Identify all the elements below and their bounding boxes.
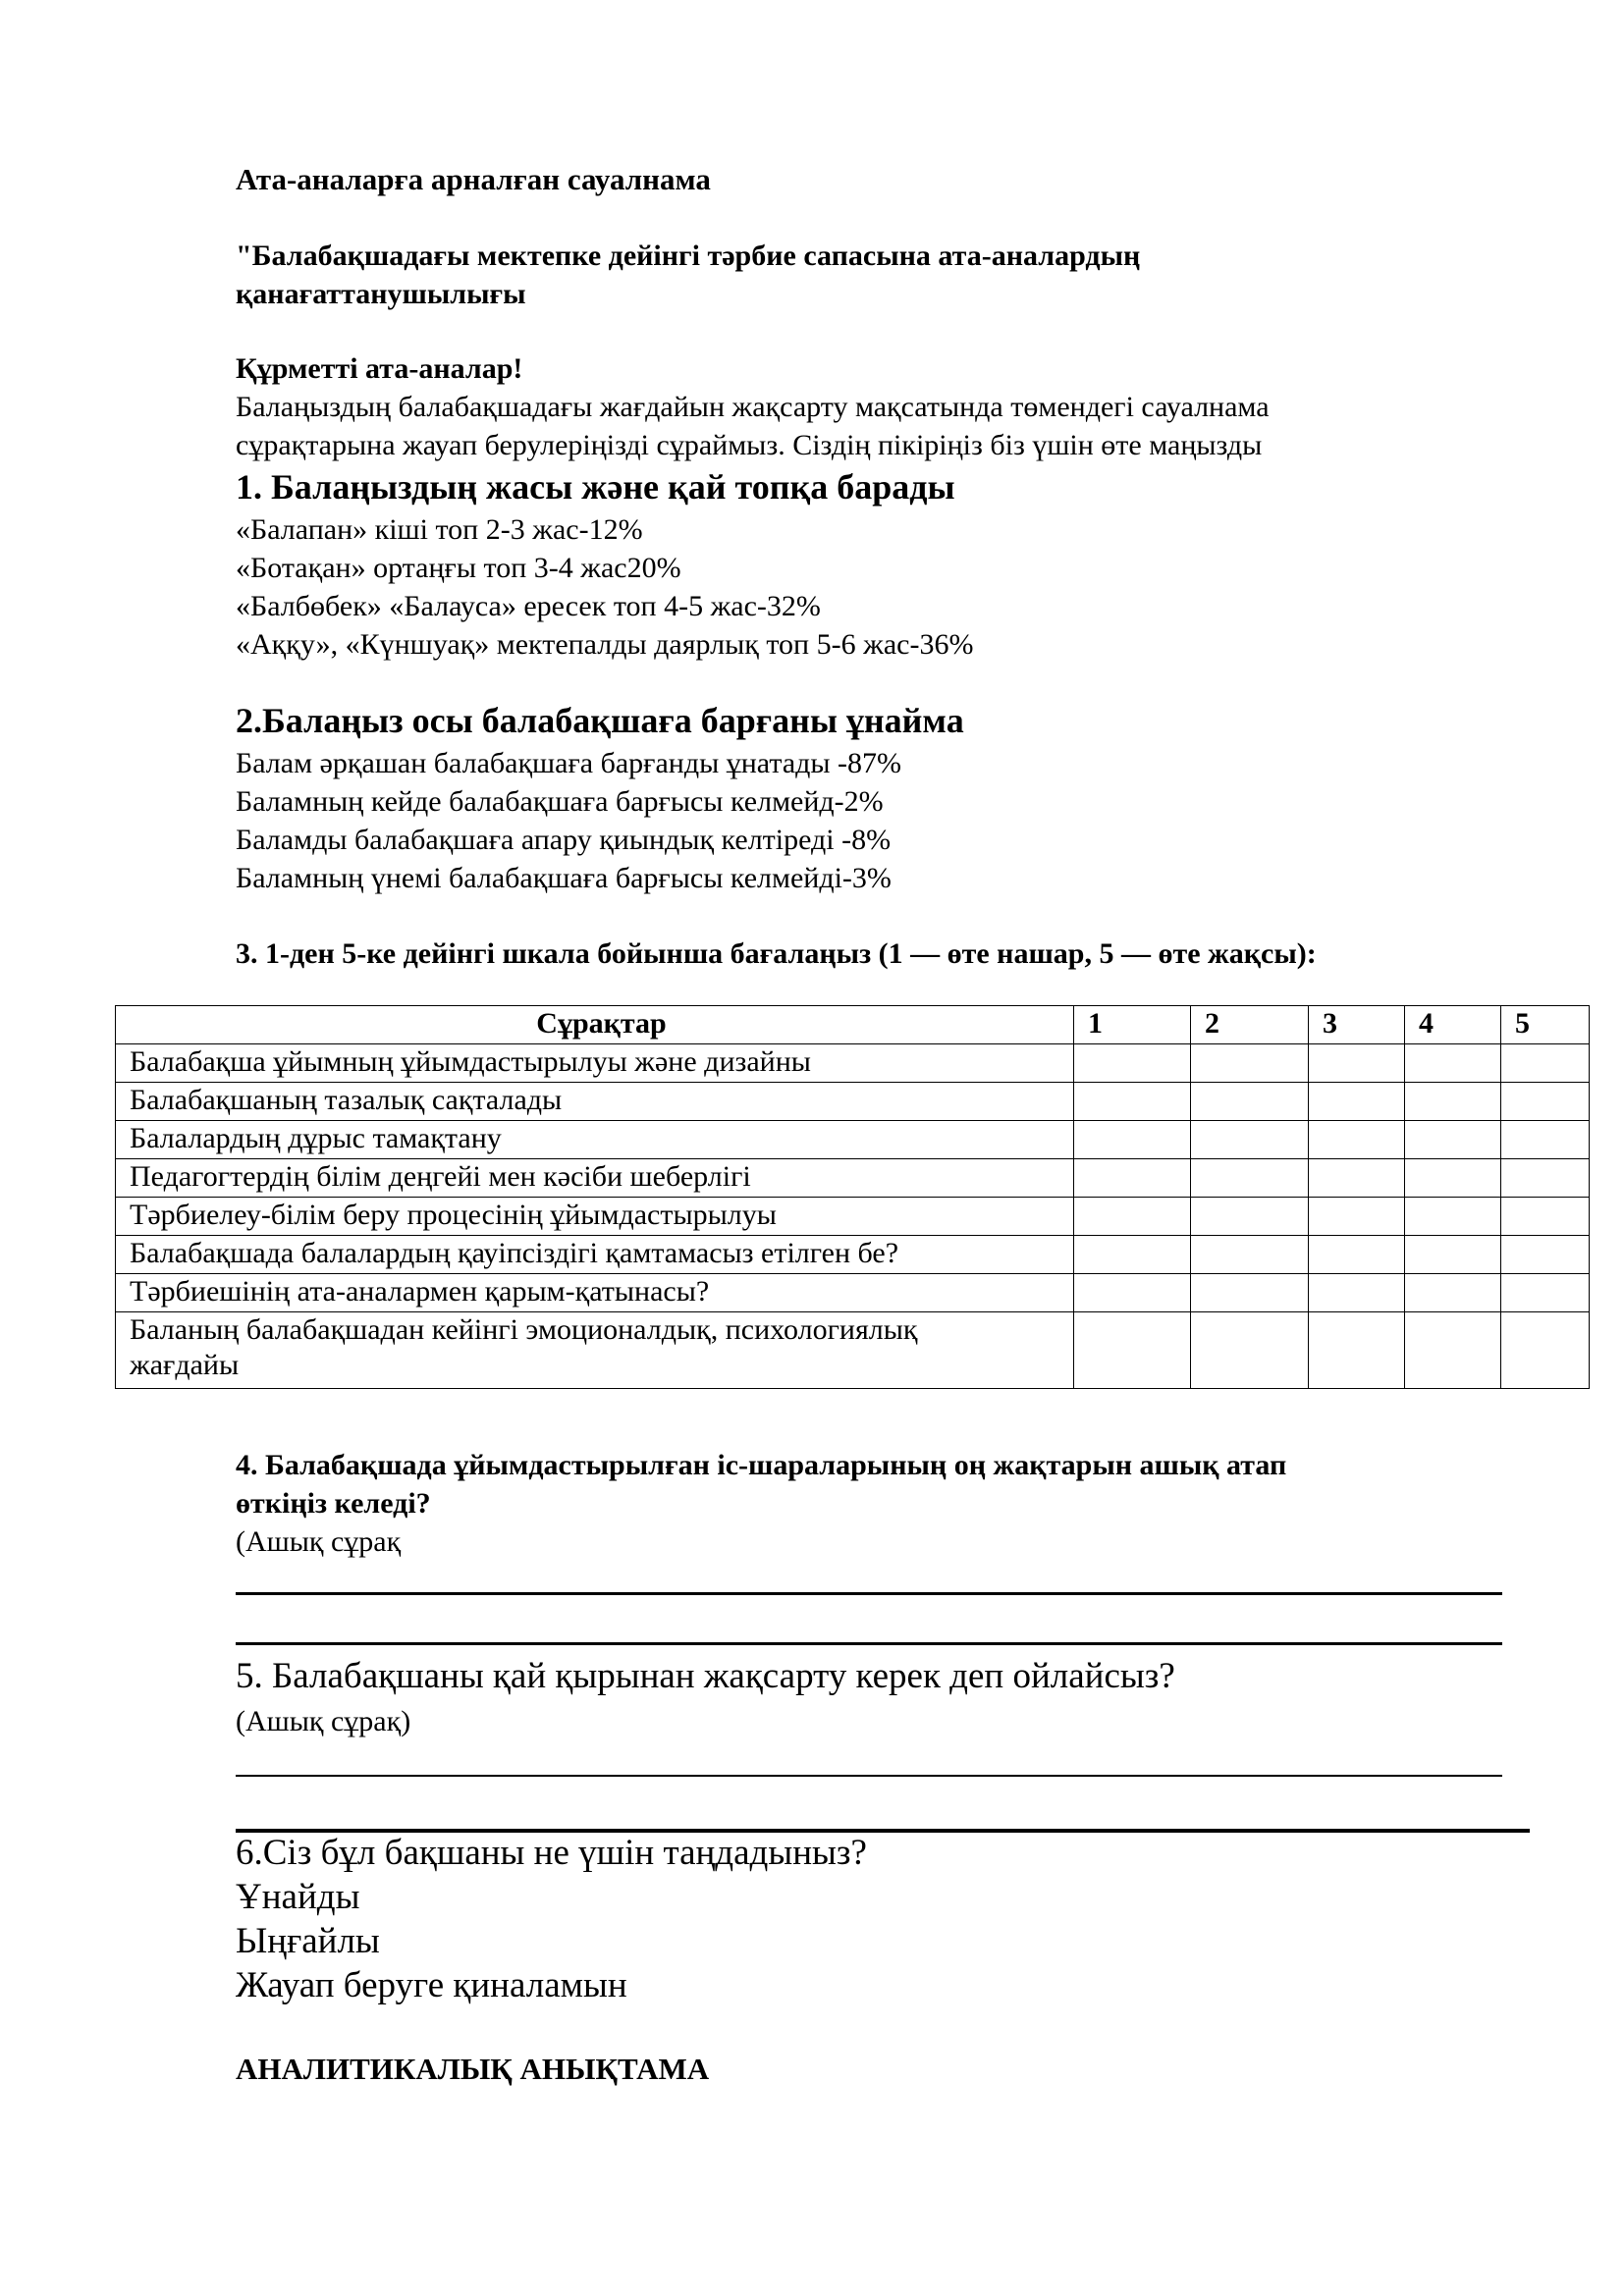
q4-heading-line-2: өткіңіз келеді? bbox=[236, 1487, 431, 1520]
rating-cell[interactable] bbox=[1501, 1274, 1590, 1312]
table-row-question: Балалардың дұрыс тамақтану bbox=[116, 1121, 1074, 1159]
rating-cell[interactable] bbox=[1309, 1312, 1405, 1389]
table-header-score-4: 4 bbox=[1405, 1006, 1501, 1044]
table-row bbox=[116, 1083, 1590, 1121]
table-row-question-line-1: Баланың балабақшадан кейінгі эмоционалдық, психологиялық bbox=[130, 1313, 918, 1346]
q6-option-3[interactable]: Жауап беруге қиналамын bbox=[236, 1965, 627, 2005]
q2-answer-3: Баламды балабақшаға апару қиындық келтіреді -8% bbox=[236, 824, 892, 856]
greeting: Құрметті ата-аналар! bbox=[236, 352, 523, 385]
q2-answer-1: Балам әрқашан балабақшаға барғанды ұнатады -87% bbox=[236, 747, 902, 779]
rating-cell[interactable] bbox=[1191, 1274, 1309, 1312]
q1-answer-1: «Балапан» кіші топ 2-3 жас-12% bbox=[236, 513, 643, 546]
table-header-questions: Сұрақтар bbox=[116, 1006, 1074, 1044]
table-header-score-3: 3 bbox=[1309, 1006, 1405, 1044]
rating-cell[interactable] bbox=[1191, 1121, 1309, 1159]
table-row bbox=[116, 1236, 1590, 1274]
rating-cell[interactable] bbox=[1405, 1236, 1501, 1274]
rating-cell[interactable] bbox=[1309, 1159, 1405, 1198]
rating-cell[interactable] bbox=[1501, 1121, 1590, 1159]
rating-cell[interactable] bbox=[1191, 1044, 1309, 1083]
table-header-score-5: 5 bbox=[1501, 1006, 1590, 1044]
table-row-question-line-2: жағдайы bbox=[130, 1349, 240, 1381]
rating-cell[interactable] bbox=[1309, 1198, 1405, 1236]
subtitle-line-1: "Балабақшадағы мектепке дейінгі тәрбие сапасына ата-аналардың bbox=[236, 240, 1141, 272]
rating-cell[interactable] bbox=[1074, 1236, 1191, 1274]
rating-cell[interactable] bbox=[1191, 1236, 1309, 1274]
rating-cell[interactable] bbox=[1191, 1312, 1309, 1389]
rating-cell[interactable] bbox=[1501, 1236, 1590, 1274]
table-row bbox=[116, 1044, 1590, 1083]
table-row bbox=[116, 1121, 1590, 1159]
table-row-question: Тәрбиелеу-білім беру процесінің ұйымдастырылуы bbox=[116, 1198, 1074, 1236]
table-header-row bbox=[116, 1006, 1590, 1044]
q1-heading: 1. Балаңыздың жасы және қай топқа барады bbox=[236, 467, 955, 507]
table-row bbox=[116, 1274, 1590, 1312]
rating-cell[interactable] bbox=[1074, 1121, 1191, 1159]
rating-cell[interactable] bbox=[1191, 1159, 1309, 1198]
table-header-score-2: 2 bbox=[1191, 1006, 1309, 1044]
q2-heading: 2.Балаңыз осы балабақшаға барғаны ұнайма bbox=[236, 701, 964, 740]
q4-heading-line-1: 4. Балабақшада ұйымдастырылған іс-шараларының оң жақтарын ашық атап bbox=[236, 1449, 1287, 1481]
rating-cell[interactable] bbox=[1309, 1121, 1405, 1159]
rating-cell[interactable] bbox=[1501, 1312, 1590, 1389]
rating-cell[interactable] bbox=[1501, 1159, 1590, 1198]
rating-cell[interactable] bbox=[1405, 1083, 1501, 1121]
q6-heading: 6.Сіз бұл бақшаны не үшін таңдадыныз? bbox=[236, 1833, 867, 1873]
q3-heading: 3. 1-ден 5-ке дейінгі шкала бойынша бағалаңыз (1 — өте нашар, 5 — өте жақсы): bbox=[236, 937, 1317, 970]
q2-answer-4: Баламның үнемі балабақшаға барғысы келмейді-3% bbox=[236, 862, 892, 894]
rating-cell[interactable] bbox=[1405, 1274, 1501, 1312]
table-row bbox=[116, 1159, 1590, 1198]
intro-line-1: Балаңыздың балабақшадағы жағдайын жақсарту мақсатында төмендегі сауалнама bbox=[236, 391, 1270, 423]
q6-option-1[interactable]: Ұнайды bbox=[236, 1877, 360, 1917]
rating-cell[interactable] bbox=[1405, 1198, 1501, 1236]
q1-answer-3: «Балбөбек» «Балауса» ересек топ 4-5 жас-32% bbox=[236, 590, 821, 622]
rating-cell[interactable] bbox=[1309, 1083, 1405, 1121]
q5-heading: 5. Балабақшаны қай қырынан жақсарту керек деп ойлайсыз? bbox=[236, 1656, 1175, 1696]
rating-cell[interactable] bbox=[1074, 1274, 1191, 1312]
q4-answer-line-2[interactable] bbox=[236, 1642, 1502, 1645]
analytical-report-heading: АНАЛИТИКАЛЫҚ АНЫҚТАМА bbox=[236, 2052, 710, 2086]
rating-cell[interactable] bbox=[1074, 1044, 1191, 1083]
rating-cell[interactable] bbox=[1309, 1044, 1405, 1083]
q1-answer-4: «Аққу», «Күншуақ» мектепалды даярлық топ 5-6 жас-36% bbox=[236, 628, 974, 661]
q4-answer-line-1[interactable] bbox=[236, 1592, 1502, 1595]
rating-cell[interactable] bbox=[1405, 1159, 1501, 1198]
q2-answer-2: Баламның кейде балабақшаға барғысы келмейд-2% bbox=[236, 785, 884, 818]
table-row bbox=[116, 1198, 1590, 1236]
table-row-question: Педагогтердің білім деңгейі мен кәсіби шеберлігі bbox=[116, 1159, 1074, 1198]
subtitle-line-2: қанағаттанушылығы bbox=[236, 278, 526, 310]
rating-cell[interactable] bbox=[1501, 1044, 1590, 1083]
intro-line-2: сұрақтарына жауап берулеріңізді сұраймыз. Сіздің пікіріңіз біз үшін өте маңызды bbox=[236, 429, 1263, 461]
rating-cell[interactable] bbox=[1501, 1198, 1590, 1236]
rating-cell[interactable] bbox=[1074, 1159, 1191, 1198]
rating-table bbox=[115, 1005, 1590, 1389]
table-row-question: Балабақшаның тазалық сақталады bbox=[116, 1083, 1074, 1121]
q5-answer-line-1[interactable] bbox=[236, 1775, 1502, 1777]
q4-note: (Ашық сұрақ bbox=[236, 1525, 402, 1558]
q1-answer-2: «Ботақан» ортаңғы топ 3-4 жас20% bbox=[236, 552, 681, 584]
table-row-question: Балабақша ұйымның ұйымдастырылуы және дизайны bbox=[116, 1044, 1074, 1083]
table-row bbox=[116, 1312, 1590, 1389]
q6-option-2[interactable]: Ыңғайлы bbox=[236, 1921, 380, 1961]
rating-cell[interactable] bbox=[1405, 1044, 1501, 1083]
rating-cell[interactable] bbox=[1405, 1312, 1501, 1389]
table-row-question: Балабақшада балалардың қауіпсіздігі қамтамасыз етілген бе? bbox=[116, 1236, 1074, 1274]
rating-cell[interactable] bbox=[1191, 1083, 1309, 1121]
q5-note: (Ашық сұрақ) bbox=[236, 1705, 411, 1737]
rating-cell[interactable] bbox=[1501, 1083, 1590, 1121]
table-row-question bbox=[116, 1312, 1074, 1389]
table-row-question: Тәрбиешінің ата-аналармен қарым-қатынасы? bbox=[116, 1274, 1074, 1312]
rating-cell[interactable] bbox=[1074, 1312, 1191, 1389]
page-title: Ата-аналарға арналған сауалнама bbox=[236, 162, 711, 196]
rating-cell[interactable] bbox=[1309, 1236, 1405, 1274]
rating-cell[interactable] bbox=[1074, 1083, 1191, 1121]
rating-cell[interactable] bbox=[1191, 1198, 1309, 1236]
rating-cell[interactable] bbox=[1405, 1121, 1501, 1159]
table-header-score-1: 1 bbox=[1074, 1006, 1191, 1044]
rating-cell[interactable] bbox=[1074, 1198, 1191, 1236]
rating-cell[interactable] bbox=[1309, 1274, 1405, 1312]
